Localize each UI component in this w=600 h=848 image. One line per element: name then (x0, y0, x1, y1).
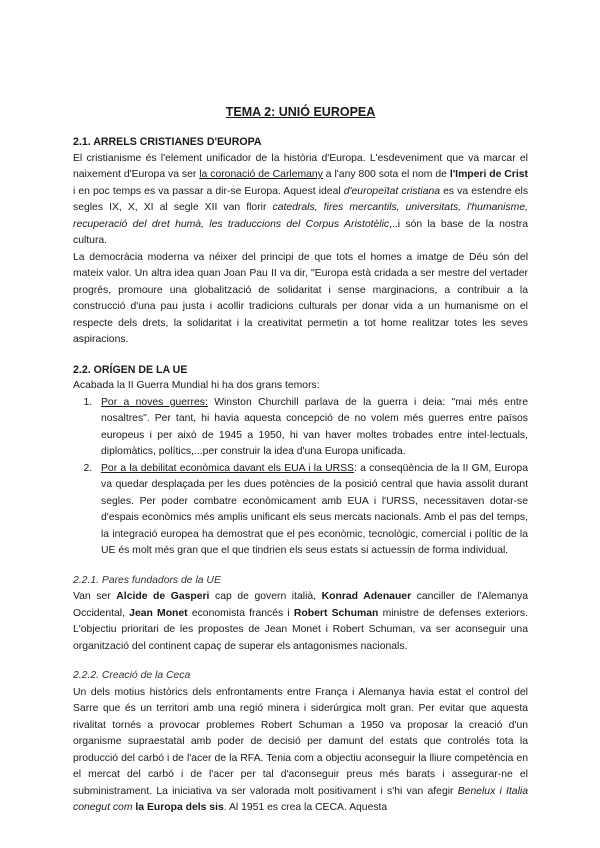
page-title: TEMA 2: UNIÓ EUROPEA (225, 105, 376, 119)
italic-text: catedrals, fires mercantils, universitats, l'humanisme, recuperació del dret humà, les traduccions del Corpus Aristotèlic (73, 202, 528, 230)
paragraph-ceca (73, 685, 528, 817)
paragraph-arrels-1 (73, 151, 528, 250)
text-run: ,..i són la base de la nostra cultura. (73, 218, 528, 246)
text-run: economista francés i (187, 607, 294, 619)
text-run: cap de govern italià, (209, 591, 322, 602)
section-heading-2-1: 2.1. ARRELS CRISTIANES D'EUROPA (73, 136, 262, 148)
paragraph-arrels-2: La democràcia moderna va néixer del principi de que tots el homes a imatge de Déu són del mateix valor. Un altra idea quan Joan Pau II va dir, "Europa està cridada a ser mestre del vertader progrés, promoure una globalització de solidaritat i sense marginacions, a contribuir a la construcció d'una pau justa i acollir tradicions culturals per donar vida a un humanisme on el respecte dels drets, la solidaritat i la creativitat permetin a tot home realitzar totes les seves aspiracions. (73, 251, 528, 345)
subsection-heading-2-2-1: 2.2.1. Pares fundadors de la UE (73, 574, 221, 586)
text-run: i en poc temps es va passar a dir-se Europa. Aquest ideal (73, 185, 344, 197)
text-run: es va estendre els segles IX, X, XI al segle XII van florir (73, 185, 529, 213)
bold-text: Konrad Adenauer (321, 591, 412, 602)
bold-text: Robert Schuman (293, 607, 379, 619)
text-run: Van ser (73, 591, 117, 602)
paragraph-pares-fundadors (73, 589, 528, 655)
bold-text: Jean Monet (129, 607, 188, 619)
underlined-text: Por a la debilitat econòmica davant els EUA i la URSS (101, 462, 354, 474)
bold-text: Alcide de Gasperi (116, 591, 210, 602)
text-run: Un dels motius històrics dels enfrontaments entre França i Alemanya havia estat el control del Sarre que és un territori amb una regió minera i siderúrgica molt gran. Per evitar que aquesta rivalitat tornés a provocar problemes Robert Schuman a 1950 va proposar la creació d'un organisme supraestatal amb poder de decisió per damunt del estats que controlés tota la producció del carbó i de l'acer de la RFA. Tenia com a objectiu aconseguir la lliure competència en el mercat del carbó i de l'acer per tal d'aconseguir preus més barats i assegurar-ne el subministrament. La iniciativa va ser valorada molt positivament i s'hi van afegir (73, 686, 528, 797)
text-run: canciller de l'Alemanya Occidental, (73, 591, 529, 619)
underlined-text: Por a noves guerres: (101, 396, 208, 408)
text-run: Winston Churchill parlava de la guerra i deia: "mai més entre nosaltres". Per tant, hi havia aquesta concepció de no volem més guerres entre països europeus i per això de 1945 a 1950, hi van haver moltes trobades entre intel·lectuals, diplomàtics, polítics,...per construir la idea d'una Europa unificada. (101, 396, 528, 457)
bold-text: la Europa dels sis (135, 802, 224, 813)
paragraph-origen-intro: Acabada la II Guerra Mundial hi ha dos grans temors: (73, 380, 320, 391)
section-heading-2-2: 2.2. ORÍGEN DE LA UE (73, 363, 188, 376)
bold-text: l'Imperi de Crist (449, 169, 528, 180)
text-run: a l'any 800 sota el nom de (322, 169, 450, 180)
subsection-heading-2-2-2: 2.2.2. Creació de la Ceca (73, 670, 191, 681)
document-content (73, 104, 528, 817)
text-run: ministre de defenses exteriors. L'objectiu prioritari de les propostes de Jean Monet i Robert Schuman, va ser aconseguir una organització del continent capaç de superar els antagonismes nacionals. (73, 607, 528, 652)
list-item (95, 395, 528, 461)
fears-list (73, 395, 528, 560)
italic-text: Benelux i Italia conegut com (73, 785, 528, 813)
text-run: El cristianisme és l'element unificador de la història d'Europa. L'esdeveniment que va marcar el naixement d'Europa va ser (73, 152, 528, 180)
list-item (95, 461, 528, 560)
italic-text: d'europeïtat cristiana (343, 185, 441, 197)
underlined-text: la coronació de Carlemany (199, 169, 323, 180)
text-run: : a conseqüència de la II GM, Europa va quedar desplaçada per les dues potències de la posició central que havia assolit durant segles. Per poder combatre econòmicament amb EUA i l'URSS, necessitaven dotar-se d'espais econòmics més amplis unificant els seus mercats nacionals. Amb el pas del temps, la integració europea ha demostrat que el pes econòmic, tecnològic, comercial i polític de la UE és molt més gran que el que tindrien els seus estats si actuessin de forma individual. (101, 462, 528, 556)
text-run: . Al 1951 es crea la CECA. Aquesta (223, 802, 388, 813)
